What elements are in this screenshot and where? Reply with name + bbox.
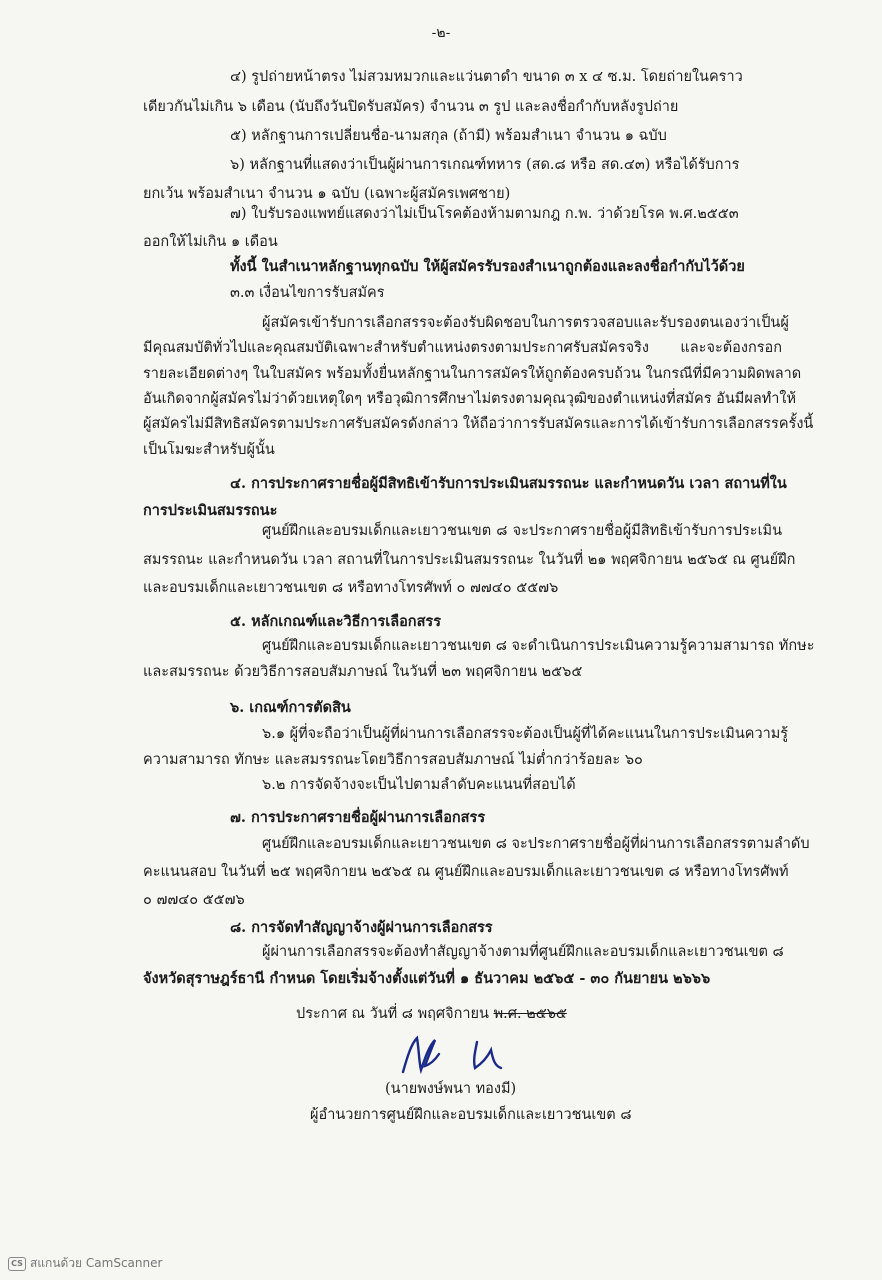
section-8-heading: ๘. การจัดทำสัญญาจ้างผู้ผ่านการเลือกสรร — [230, 919, 493, 936]
item-4-line-2: เดียวกันไม่เกิน ๖ เดือน (นับถึงวันปิดรับสมัคร) จำนวน ๓ รูป และลงชื่อกำกับหลังรูปถ่าย — [143, 99, 679, 115]
section-4-line-1: ศูนย์ฝึกและอบรมเด็กและเยาวชนเขต ๘ จะประกาศรายชื่อผู้มีสิทธิเข้ารับการประเมิน — [262, 523, 782, 539]
conditions-line-4: อันเกิดจากผู้สมัครไม่ว่าด้วยเหตุใดๆ หรือวุฒิการศึกษาไม่ตรงตามคุณวุฒิของตำแหน่งที่สมัคร อันมีผลทำให้ — [143, 391, 797, 407]
section-4-heading-line-2: การประเมินสมรรถนะ — [143, 502, 278, 519]
item-6-line-1: ๖) หลักฐานที่แสดงว่าเป็นผู้ผ่านการเกณฑ์ทหาร (สด.๘ หรือ สด.๔๓) หรือได้รับการ — [230, 157, 740, 173]
section-8-line-1: ผู้ผ่านการเลือกสรรจะต้องทำสัญญาจ้างตามที่ศูนย์ฝึกและอบรมเด็กและเยาวชนเขต ๘ — [262, 944, 784, 960]
section-8-line-2: จังหวัดสุราษฎร์ธานี กำหนด โดยเริ่มจ้างตั้งแต่วันที่ ๑ ธันวาคม ๒๕๖๕ - ๓๐ กันยายน ๒๖๖๖ — [143, 970, 711, 987]
section-5-line-2: และสมรรถนะ ด้วยวิธีการสอบสัมภาษณ์ ในวันที่ ๒๓ พฤศจิกายน ๒๕๖๕ — [143, 664, 583, 680]
item-7-line-2: ออกให้ไม่เกิน ๑ เดือน — [143, 234, 278, 250]
section-6-1-line-1: ๖.๑ ผู้ที่จะถือว่าเป็นผู้ที่ผ่านการเลือกสรรจะต้องเป็นผู้ที่ได้คะแนนในการประเมินความรู้ — [262, 726, 789, 742]
section-7-line-3: ๐ ๗๗๔๐ ๕๕๗๖ — [143, 892, 245, 908]
item-5: ๕) หลักฐานการเปลี่ยนชื่อ-นามสกุล (ถ้ามี) พร้อมสำเนา จำนวน ๑ ฉบับ — [230, 128, 667, 144]
struck-year: พ.ศ. ๒๕๖๕ — [493, 1006, 567, 1022]
section-6-1-line-2: ความสามารถ ทักษะ และสมรรถนะโดยวิธีการสอบสัมภาษณ์ ไม่ต่ำกว่าร้อยละ ๖๐ — [143, 752, 643, 768]
announcement-date-text: ประกาศ ณ วันที่ ๘ พฤศจิกายน — [296, 1006, 489, 1022]
item-4-line-1: ๔) รูปถ่ายหน้าตรง ไม่สวมหมวกและแว่นตาดำ ขนาด ๓ x ๔ ซ.ม. โดยถ่ายในคราว — [230, 69, 743, 85]
section-4-line-2: สมรรถนะ และกำหนดวัน เวลา สถานที่ในการประเมินสมรรถนะ ในวันที่ ๒๑ พฤศจิกายน ๒๕๖๕ ณ ศูนย์ฝึก — [143, 552, 796, 568]
signer-title: ผู้อำนวยการศูนย์ฝึกและอบรมเด็กและเยาวชนเขต ๘ — [310, 1107, 632, 1123]
page-number: -๒- — [431, 25, 451, 41]
camscanner-logo-icon: CS — [8, 1257, 26, 1271]
section-7-line-1: ศูนย์ฝึกและอบรมเด็กและเยาวชนเขต ๘ จะประกาศรายชื่อผู้ที่ผ่านการเลือกสรรตามลำดับ — [262, 836, 810, 852]
section-4-line-3: และอบรมเด็กและเยาวชนเขต ๘ หรือทางโทรศัพท์ ๐ ๗๗๔๐ ๕๕๗๖ — [143, 580, 559, 596]
section-7-line-2: คะแนนสอบ ในวันที่ ๒๕ พฤศจิกายน ๒๕๖๕ ณ ศูนย์ฝึกและอบรมเด็กและเยาวชนเขต ๘ หรือทางโทรศัพท์ — [143, 864, 789, 880]
conditions-line-5: ผู้สมัครไม่มีสิทธิสมัครตามประกาศรับสมัครดังกล่าว ให้ถือว่าการรับสมัครและการได้เข้ารับการเลือกสรรครั้งนี้ — [143, 416, 814, 432]
subsection-3-3-heading: ๓.๓ เงื่อนไขการรับสมัคร — [230, 285, 385, 301]
section-5-line-1: ศูนย์ฝึกและอบรมเด็กและเยาวชนเขต ๘ จะดำเนินการประเมินความรู้ความสามารถ ทักษะ — [262, 638, 815, 654]
item-6-line-2: ยกเว้น พร้อมสำเนา จำนวน ๑ ฉบับ (เฉพาะผู้สมัครเพศชาย) — [143, 186, 511, 202]
camscanner-text: สแกนด้วย CamScanner — [30, 1256, 163, 1270]
section-5-heading: ๕. หลักเกณฑ์และวิธีการเลือกสรร — [230, 613, 441, 630]
signer-name: (นายพงษ์พนา ทองมี) — [385, 1081, 517, 1097]
conditions-line-1: ผู้สมัครเข้ารับการเลือกสรรจะต้องรับผิดชอบในการตรวจสอบและรับรองตนเองว่าเป็นผู้ — [262, 315, 789, 331]
section-7-heading: ๗. การประกาศรายชื่อผู้ผ่านการเลือกสรร — [230, 809, 486, 826]
section-4-heading-line-1: ๔. การประกาศรายชื่อผู้มีสิทธิเข้ารับการประเมินสมรรถนะ และกำหนดวัน เวลา สถานที่ใน — [230, 475, 787, 492]
item-7-line-1: ๗) ใบรับรองแพทย์แสดงว่าไม่เป็นโรคต้องห้ามตามกฎ ก.พ. ว่าด้วยโรค พ.ศ.๒๕๕๓ — [230, 206, 739, 222]
conditions-line-2: มีคุณสมบัติทั่วไปและคุณสมบัติเฉพาะสำหรับตำแหน่งตรงตามประกาศรับสมัครจริง และจะต้องกรอก — [143, 340, 782, 356]
conditions-line-3: รายละเอียดต่างๆ ในใบสมัคร พร้อมทั้งยื่นหลักฐานในการสมัครให้ถูกต้องครบถ้วน ในกรณีที่มีความผิดพลาด — [143, 366, 802, 382]
handwritten-signature — [395, 1030, 525, 1080]
section-6-heading: ๖. เกณฑ์การตัดสิน — [230, 699, 351, 716]
certify-note: ทั้งนี้ ในสำเนาหลักฐานทุกฉบับ ให้ผู้สมัครรับรองสำเนาถูกต้องและลงชื่อกำกับไว้ด้วย — [230, 258, 745, 275]
section-6-2: ๖.๒ การจัดจ้างจะเป็นไปตามลำดับคะแนนที่สอบได้ — [262, 777, 576, 793]
camscanner-watermark — [8, 1254, 162, 1273]
conditions-line-6: เป็นโมฆะสำหรับผู้นั้น — [143, 442, 275, 458]
announcement-date — [296, 1004, 567, 1024]
